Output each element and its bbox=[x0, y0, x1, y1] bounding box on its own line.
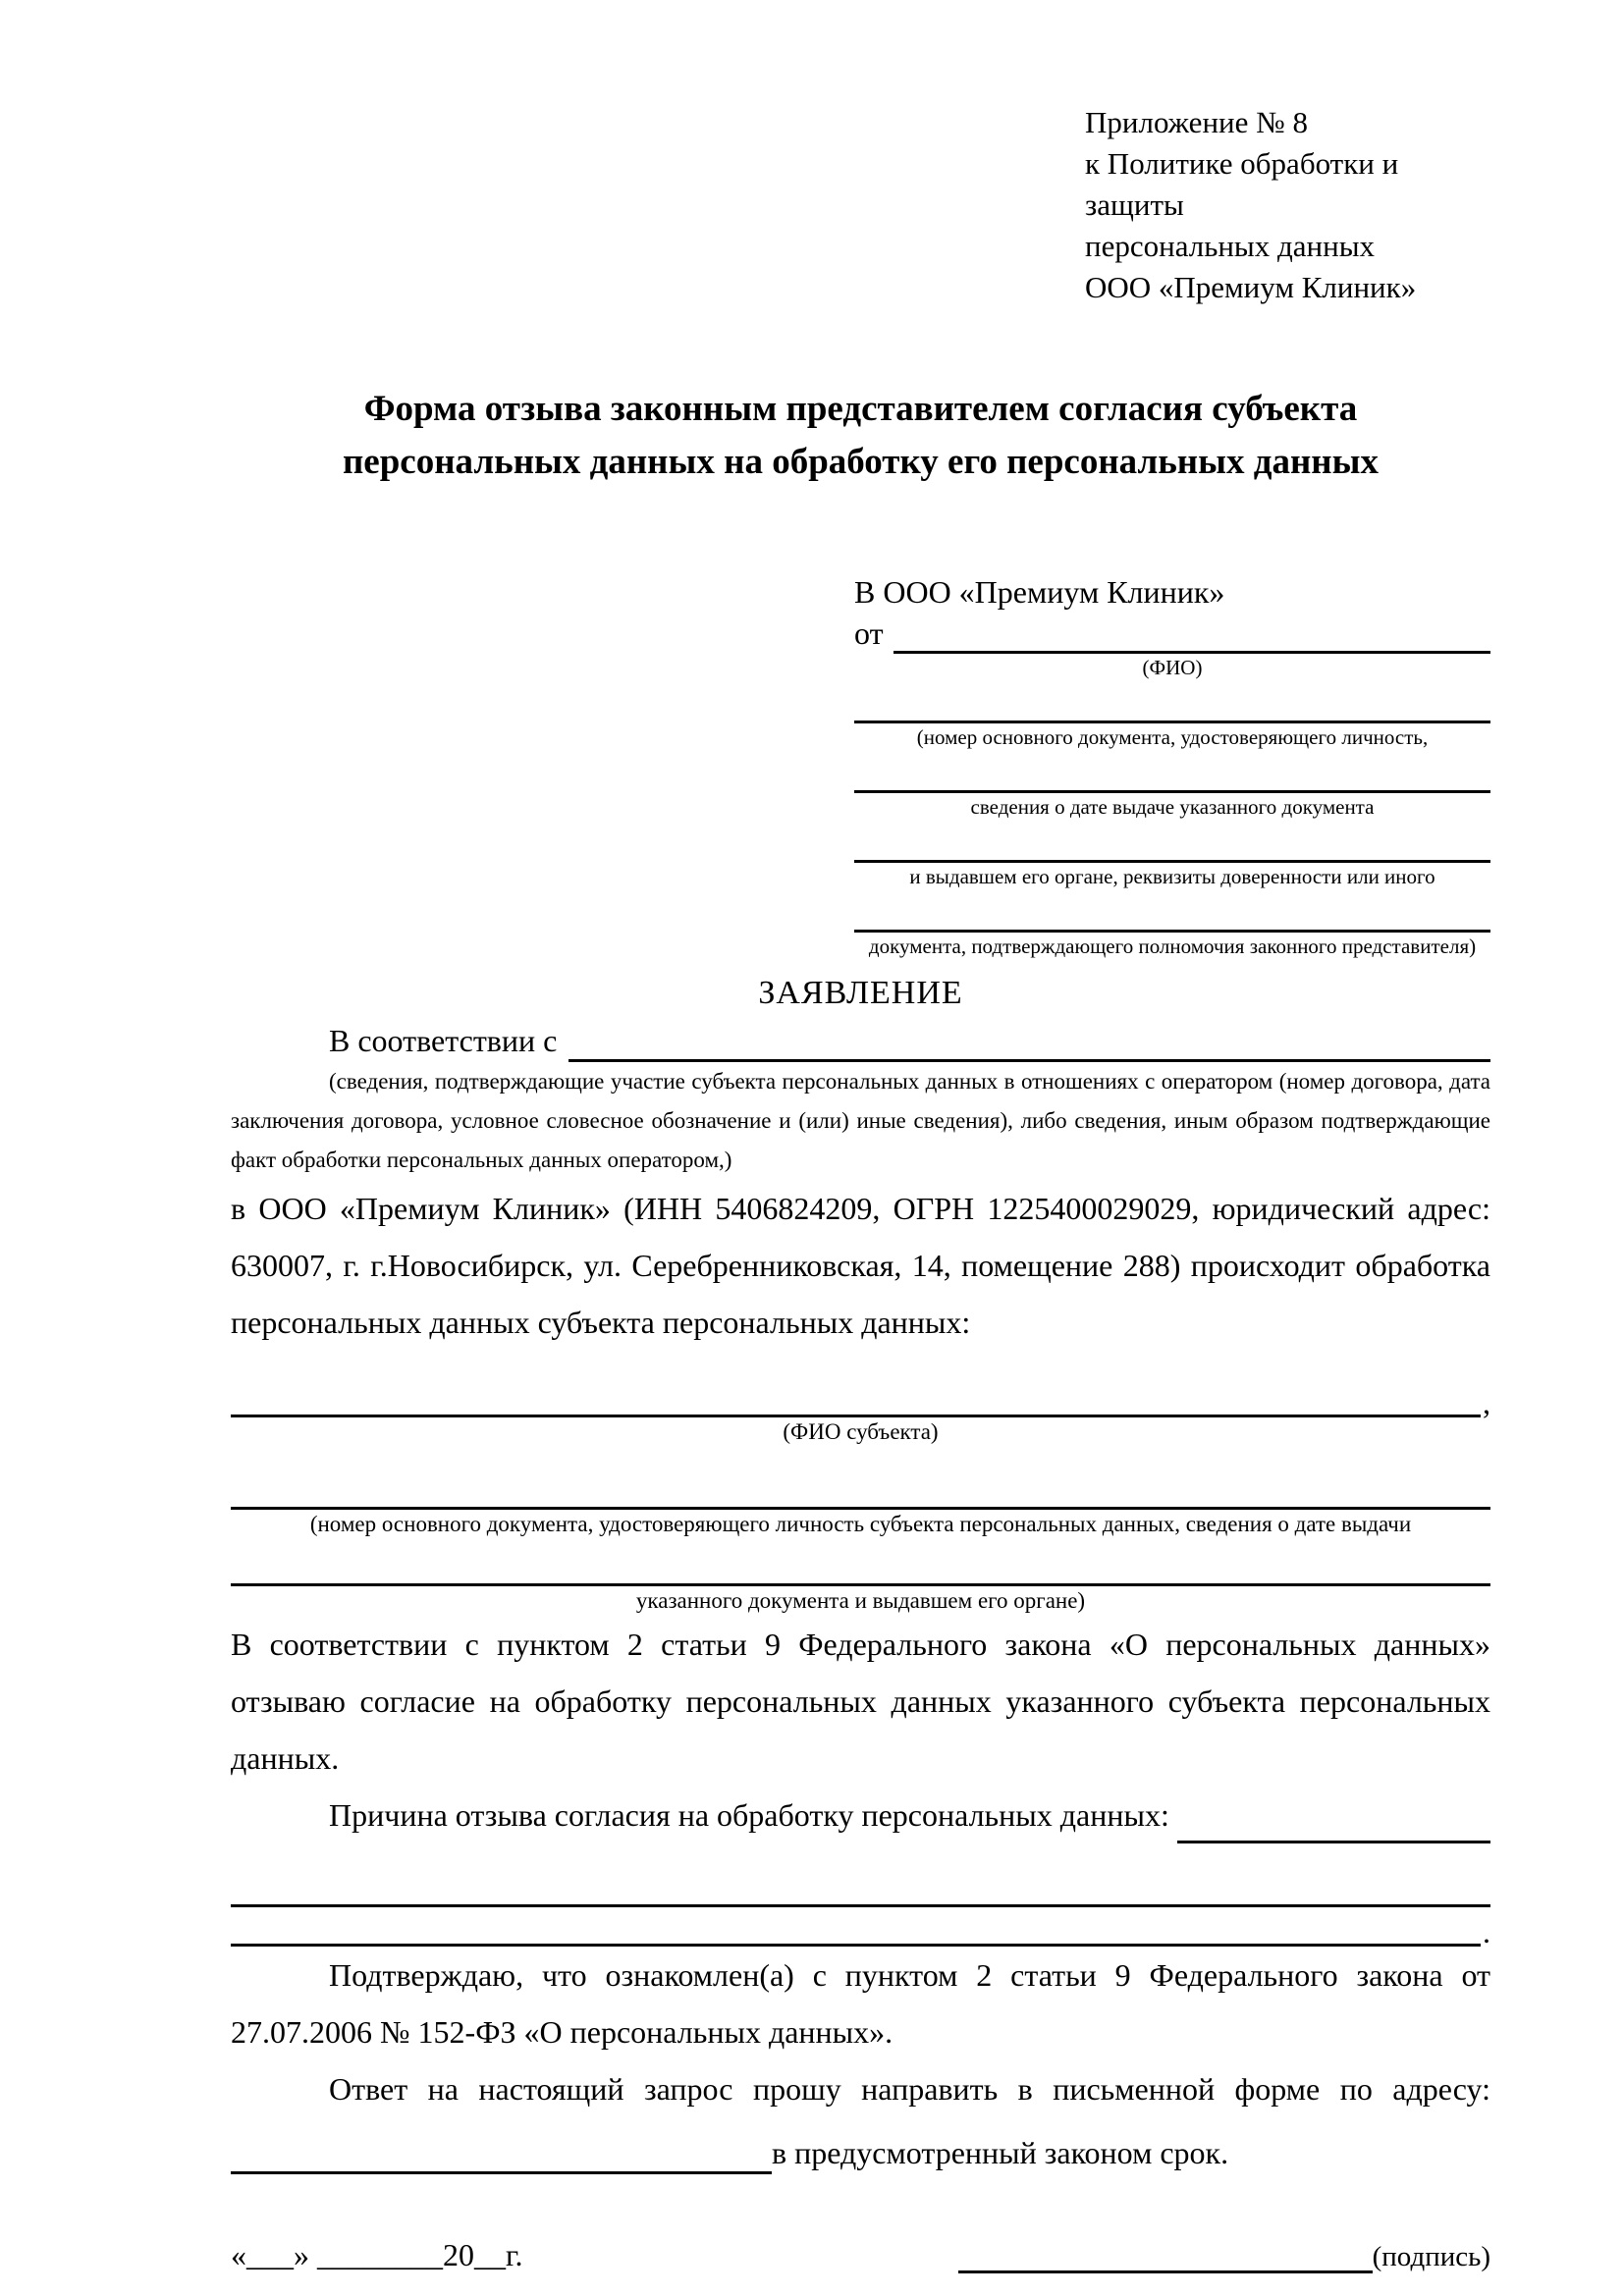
appendix-note-line: персональных данных bbox=[1085, 229, 1376, 263]
subject-fio-line-comma: , bbox=[1483, 1385, 1490, 1420]
reason-blank-line-2 bbox=[231, 1869, 1490, 1907]
representative-doc-blank-line-3 bbox=[854, 821, 1490, 863]
representative-doc-blank-line-1 bbox=[854, 681, 1490, 723]
date-blank-text: «___» ________20__г. bbox=[231, 2237, 523, 2272]
intro-footnote: (сведения, подтверждающие участие субъекта персональных данных в отношениях с оператором (номер договора, дата заключения договора, условное словесное обозначение и (или) иные сведения), либо сведения, иным образом подтверждающие факт обработки персональных данных оператором,) bbox=[231, 1069, 1490, 1172]
subject-doc-caption-2: указанного документа и выдавшем его органе) bbox=[635, 1588, 1086, 1613]
document-title bbox=[231, 383, 1490, 489]
fio-blank-line bbox=[893, 613, 1490, 654]
reply-address-row bbox=[231, 2117, 1490, 2174]
appendix-note-line: ООО «Премиум Клиник» bbox=[1085, 270, 1417, 304]
subject-doc-row-2 bbox=[231, 1549, 1490, 1586]
document-title-line: Форма отзыва законным представителем согласия субъекта bbox=[363, 389, 1358, 429]
representative-doc-blank-line-2 bbox=[854, 751, 1490, 793]
representative-doc-caption-3: и выдавшем его органе, реквизиты доверенности или иного bbox=[909, 865, 1435, 888]
document-title-line: персональных данных на обработку его персональных данных bbox=[342, 442, 1379, 482]
representative-doc-caption-2: сведения о дате выдаче указанного документа bbox=[970, 795, 1375, 819]
intro-label: В соответствии с bbox=[329, 1023, 558, 1058]
representative-doc-blank-line-4 bbox=[854, 890, 1490, 933]
confirm-paragraph: Подтверждаю, что ознакомлен(а) с пунктом 2 статьи 9 Федерального закона от 27.07.2006 № 152-ФЗ «О персональных данных». bbox=[231, 1957, 1490, 2050]
intro-blank-line bbox=[568, 1019, 1490, 1062]
withdraw-paragraph: В соответствии с пунктом 2 статьи 9 Федерального закона «О персональных данных» отзываю согласие на обработку персональных данных указанного субъекта персональных данных. bbox=[231, 1627, 1490, 1776]
representative-doc-caption-4: документа, подтверждающего полномочия законного представителя) bbox=[868, 934, 1477, 958]
reason-line-period: . bbox=[1483, 1914, 1490, 1949]
reply-address-blank-line bbox=[231, 2114, 772, 2174]
footer-row bbox=[231, 2237, 1490, 2273]
reason-label: Причина отзыва согласия на обработку персональных данных: bbox=[329, 1797, 1169, 1833]
statement-heading: ЗАЯВЛЕНИЕ bbox=[758, 975, 963, 1011]
appendix-note bbox=[1085, 102, 1490, 308]
reason-blank-line-3 bbox=[231, 1904, 1481, 1947]
reason-row bbox=[231, 1787, 1490, 1843]
subject-doc-row-1 bbox=[231, 1472, 1490, 1510]
signature-block bbox=[958, 2237, 1490, 2273]
addressee-to: В ООО «Премиум Клиник» bbox=[854, 574, 1225, 610]
addressee-block bbox=[854, 571, 1490, 960]
reply-suffix: в предусмотренный законом срок. bbox=[772, 2135, 1229, 2170]
operator-paragraph: в ООО «Премиум Клиник» (ИНН 5406824209, ОГРН 1225400029029, юридический адрес: 630007, г. г.Новосибирск, ул. Серебренниковская, 14, помещение 288) происходит обработка персональных данных субъекта персональных данных: bbox=[231, 1191, 1490, 1340]
subject-doc-blank-line-2 bbox=[231, 1546, 1490, 1586]
addressee-from-row bbox=[854, 613, 1490, 654]
representative-doc-caption-1: (номер основного документа, удостоверяющего личность, bbox=[916, 725, 1429, 749]
subject-fio-blank-line bbox=[231, 1377, 1481, 1417]
reason-blank-row-3 bbox=[231, 1907, 1490, 1947]
appendix-note-line: к Политике обработки и защиты bbox=[1085, 146, 1399, 222]
intro-row bbox=[231, 1019, 1490, 1062]
signature-blank-line bbox=[958, 2237, 1373, 2273]
from-label: от bbox=[854, 615, 884, 651]
subject-doc-blank-line-1 bbox=[231, 1469, 1490, 1510]
reply-request-line: Ответ на настоящий запрос прошу направить в письменной форме по адресу: bbox=[329, 2071, 1490, 2107]
subject-fio-row bbox=[231, 1380, 1490, 1420]
appendix-note-line: Приложение № 8 bbox=[1085, 105, 1308, 139]
fio-caption: (ФИО) bbox=[1142, 656, 1203, 679]
subject-doc-caption-1: (номер основного документа, удостоверяющего личность субъекта персональных данных, сведения о дате выдачи bbox=[309, 1512, 1412, 1536]
reason-blank-line bbox=[1177, 1787, 1490, 1843]
signature-caption: (подпись) bbox=[1372, 2241, 1490, 2272]
subject-fio-caption: (ФИО субъекта) bbox=[783, 1419, 939, 1444]
